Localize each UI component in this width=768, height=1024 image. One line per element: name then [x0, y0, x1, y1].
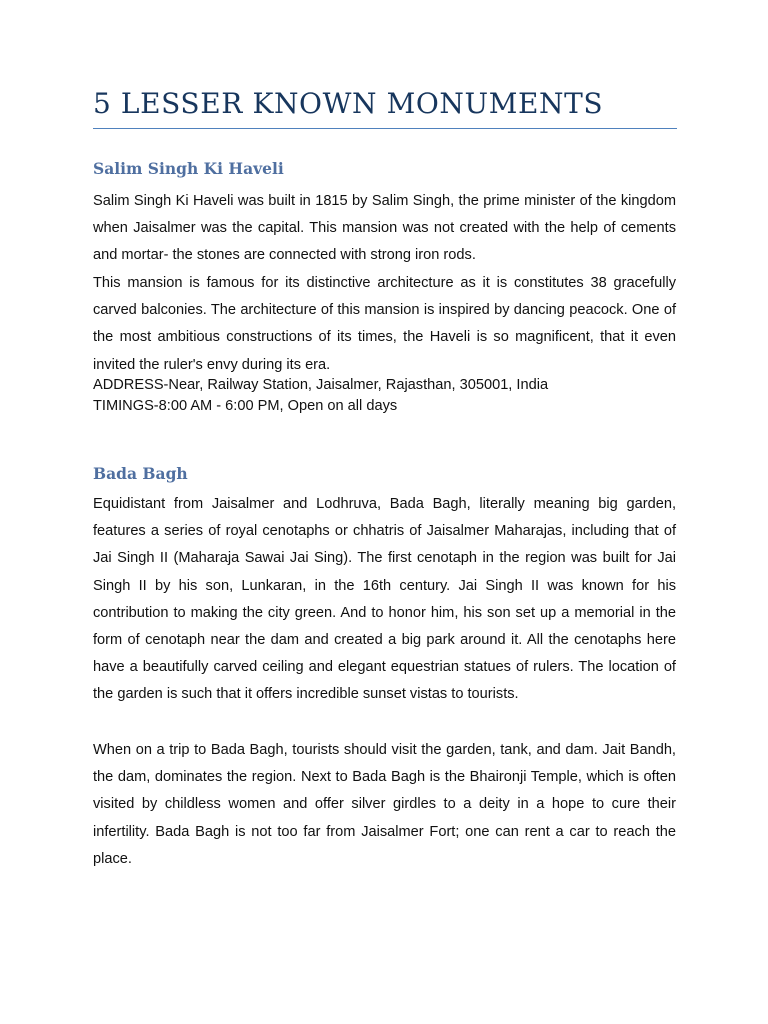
section-paragraph: When on a trip to Bada Bagh, tourists should visit the garden, tank, and dam. Jait Bandh, the dam, dominates the region. Next to Bada Bagh is the Bhaironji Temple, which is often visited by childless women and offer silver girdles to a deity in a hope to cure their infertility. Bada Bagh is not too far from Jaisalmer Fort; one can rent a car to reach the place. [93, 742, 676, 867]
document-title: 5 LESSER KNOWN MONUMENTS [93, 87, 604, 120]
title-underline-rule [93, 128, 677, 129]
section-heading-bada-bagh: Bada Bagh [93, 464, 188, 483]
section-paragraph: Salim Singh Ki Haveli was built in 1815 by Salim Singh, the prime minister of the kingdom when Jaisalmer was the capital. This mansion was not created with the help of cements and mortar- the stones are connected with strong iron rods. [93, 193, 676, 264]
address-line: ADDRESS-Near, Railway Station, Jaisalmer, Rajasthan, 305001, India [93, 377, 549, 393]
section-heading-salim-singh-ki-haveli: Salim Singh Ki Haveli [93, 159, 284, 178]
section-paragraph: This mansion is famous for its distinctive architecture as it is constitutes 38 gracefully carved balconies. The architecture of this mansion is inspired by dancing peacock. One of the most ambitious constructions of its times, the Haveli is so magnificent, that it even invited the ruler's envy during its era. [93, 275, 676, 373]
timings-line: TIMINGS-8:00 AM - 6:00 PM, Open on all days [93, 398, 398, 414]
section-paragraph: Equidistant from Jaisalmer and Lodhruva, Bada Bagh, literally meaning big garden, features a series of royal cenotaphs or chhatris of Jaisalmer Maharajas, including that of Jai Singh II (Maharaja Sawai Jai Sing). The first cenotaph in the region was built for Jai Singh II by his son, Lunkaran, in the 16th century. Jai Singh II was known for his contribution to making the city green. And to honor him, his son set up a memorial in the form of cenotaph near the dam and created a big park around it. All the cenotaphs here have a beautifully carved ceiling and elegant equestrian statues of rulers. The location of the garden is such that it offers incredible sunset vistas to tourists. [93, 496, 676, 703]
